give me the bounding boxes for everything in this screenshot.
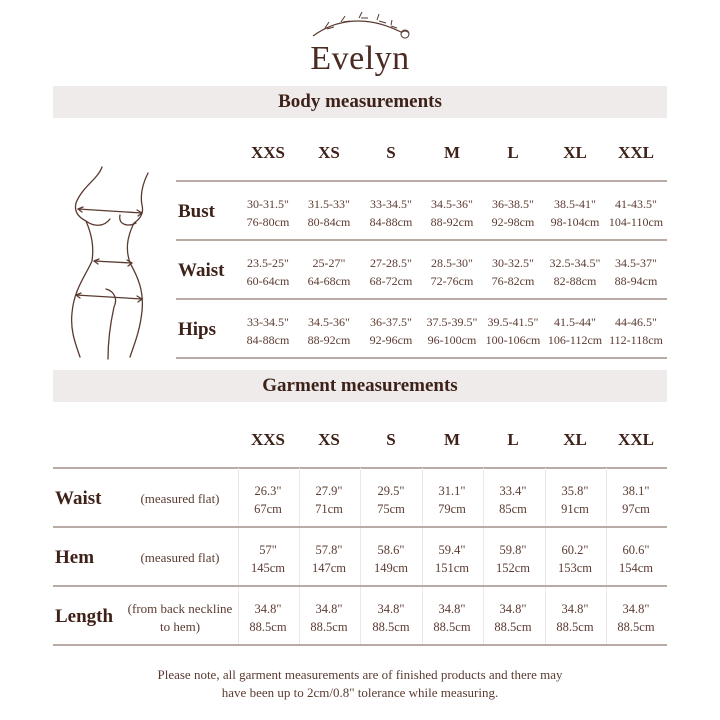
size-header-s: S <box>386 430 396 449</box>
value-cm: 84-88cm <box>369 215 413 229</box>
value-cm: 76-82cm <box>491 274 535 288</box>
value-cm: 88.5cm <box>494 620 532 634</box>
row-label-bust: Bust <box>178 201 215 222</box>
value-cm: 88.5cm <box>249 620 287 634</box>
value-inches: 41.5-44" <box>554 315 596 329</box>
size-header-xs: XS <box>318 143 340 162</box>
value-cm: 96-100cm <box>427 333 477 347</box>
value-inches: 23.5-25" <box>247 256 289 270</box>
value-cm: 104-110cm <box>608 215 664 229</box>
row-label-waist: Waist <box>178 260 225 281</box>
value-cm: 100-106cm <box>485 333 541 347</box>
value-inches: 30-31.5" <box>247 197 289 211</box>
value-inches: 27.9" <box>315 484 343 498</box>
value-inches: 39.5-41.5" <box>487 315 539 329</box>
table-rule <box>53 526 667 528</box>
row-label-waist: Waist <box>55 488 102 509</box>
value-inches: 34.8" <box>561 602 589 616</box>
value-inches: 58.6" <box>377 543 405 557</box>
value-cm: 88-94cm <box>614 274 658 288</box>
footer-note-line-1: Please note, all garment measurements are of finished products and there may <box>157 667 563 682</box>
value-inches: 25-27" <box>312 256 346 270</box>
value-inches: 31.5-33" <box>308 197 350 211</box>
size-header-xxl: XXL <box>618 430 654 449</box>
row-label-hem: Hem <box>55 547 95 568</box>
value-inches: 59.4" <box>438 543 466 557</box>
brand-title: Evelyn <box>310 40 410 77</box>
body-silhouette-icon <box>64 165 154 360</box>
value-inches: 34.5-37" <box>615 256 657 270</box>
value-inches: 34.8" <box>499 602 527 616</box>
size-header-l: L <box>507 143 519 162</box>
value-cm: 72-76cm <box>430 274 474 288</box>
value-cm: 84-88cm <box>246 333 290 347</box>
value-cm: 88.5cm <box>310 620 348 634</box>
value-inches: 30-32.5" <box>492 256 534 270</box>
value-inches: 34.5-36" <box>308 315 350 329</box>
value-inches: 33-34.5" <box>247 315 289 329</box>
value-inches: 32.5-34.5" <box>549 256 601 270</box>
value-cm: 152cm <box>495 561 531 575</box>
value-cm: 88.5cm <box>372 620 410 634</box>
table-rule <box>53 644 667 646</box>
value-cm: 82-88cm <box>553 274 597 288</box>
section-title-body: Body measurements <box>53 86 667 118</box>
row-note-line: (measured flat) <box>140 550 220 565</box>
value-inches: 36-37.5" <box>370 315 412 329</box>
table-cell <box>600 482 672 518</box>
value-cm: 106-112cm <box>547 333 603 347</box>
value-cm: 76-80cm <box>246 215 290 229</box>
value-inches: 60.6" <box>622 543 650 557</box>
value-inches: 34.8" <box>377 602 405 616</box>
footer-note-line-2: have been up to 2cm/0.8" tolerance while measuring. <box>221 685 499 700</box>
table-cell <box>600 600 672 636</box>
size-header-m: M <box>443 143 461 162</box>
value-inches: 27-28.5" <box>370 256 412 270</box>
value-cm: 88.5cm <box>617 620 655 634</box>
value-cm: 67cm <box>254 502 282 516</box>
row-note <box>120 490 240 508</box>
size-header-xl: XL <box>563 430 587 449</box>
value-inches: 33-34.5" <box>370 197 412 211</box>
value-cm: 92-98cm <box>491 215 535 229</box>
value-cm: 97cm <box>622 502 650 516</box>
value-inches: 38.5-41" <box>554 197 596 211</box>
row-note <box>120 600 240 636</box>
value-inches: 57" <box>259 543 277 557</box>
table-rule <box>176 298 667 300</box>
size-header-s: S <box>386 143 396 162</box>
value-inches: 35.8" <box>561 484 589 498</box>
value-cm: 88.5cm <box>556 620 594 634</box>
value-inches: 34.8" <box>315 602 343 616</box>
size-header-xxl: XXL <box>618 143 654 162</box>
row-note <box>120 549 240 567</box>
value-inches: 44-46.5" <box>615 315 657 329</box>
table-rule <box>176 239 667 241</box>
value-cm: 80-84cm <box>307 215 351 229</box>
size-header-xxs: XXS <box>250 143 285 162</box>
value-inches: 34.5-36" <box>431 197 473 211</box>
value-cm: 153cm <box>557 561 593 575</box>
value-inches: 34.8" <box>254 602 282 616</box>
size-header-xs: XS <box>318 430 340 449</box>
value-cm: 145cm <box>250 561 286 575</box>
size-header-xl: XL <box>563 143 587 162</box>
value-cm: 64-68cm <box>307 274 351 288</box>
table-rule <box>176 357 667 359</box>
value-cm: 92-96cm <box>369 333 413 347</box>
value-inches: 36-38.5" <box>492 197 534 211</box>
value-inches: 28.5-30" <box>431 256 473 270</box>
value-cm: 88.5cm <box>433 620 471 634</box>
row-note-line: (from back neckline <box>127 601 233 616</box>
size-header-m: M <box>443 430 461 449</box>
value-inches: 38.1" <box>622 484 650 498</box>
size-header-xxs: XXS <box>250 430 285 449</box>
table-cell <box>600 541 672 577</box>
value-inches: 37.5-39.5" <box>426 315 478 329</box>
value-cm: 112-118cm <box>609 333 663 347</box>
section-title-garment: Garment measurements <box>53 370 667 402</box>
value-inches: 29.5" <box>377 484 405 498</box>
value-cm: 151cm <box>434 561 470 575</box>
value-cm: 88-92cm <box>307 333 351 347</box>
value-inches: 41-43.5" <box>615 197 657 211</box>
value-cm: 85cm <box>499 502 527 516</box>
table-rule <box>53 585 667 587</box>
size-header-l: L <box>507 430 519 449</box>
table-cell <box>600 313 672 349</box>
value-cm: 60-64cm <box>246 274 290 288</box>
value-cm: 68-72cm <box>369 274 413 288</box>
row-label-hips: Hips <box>178 319 217 340</box>
value-inches: 34.8" <box>622 602 650 616</box>
value-inches: 26.3" <box>254 484 282 498</box>
row-label-length: Length <box>55 606 114 627</box>
value-cm: 91cm <box>561 502 589 516</box>
value-cm: 154cm <box>618 561 654 575</box>
value-cm: 147cm <box>311 561 347 575</box>
value-inches: 31.1" <box>438 484 466 498</box>
value-cm: 75cm <box>377 502 405 516</box>
value-cm: 79cm <box>438 502 466 516</box>
table-cell <box>600 254 672 290</box>
table-rule <box>176 180 667 182</box>
row-note-line: to hem) <box>159 619 201 634</box>
row-note-line: (measured flat) <box>140 491 220 506</box>
value-inches: 33.4" <box>499 484 527 498</box>
table-cell <box>600 195 672 231</box>
value-cm: 98-104cm <box>550 215 600 229</box>
value-inches: 59.8" <box>499 543 527 557</box>
value-cm: 71cm <box>315 502 343 516</box>
value-inches: 34.8" <box>438 602 466 616</box>
value-inches: 57.8" <box>315 543 343 557</box>
value-cm: 88-92cm <box>430 215 474 229</box>
value-cm: 149cm <box>373 561 409 575</box>
value-inches: 60.2" <box>561 543 589 557</box>
